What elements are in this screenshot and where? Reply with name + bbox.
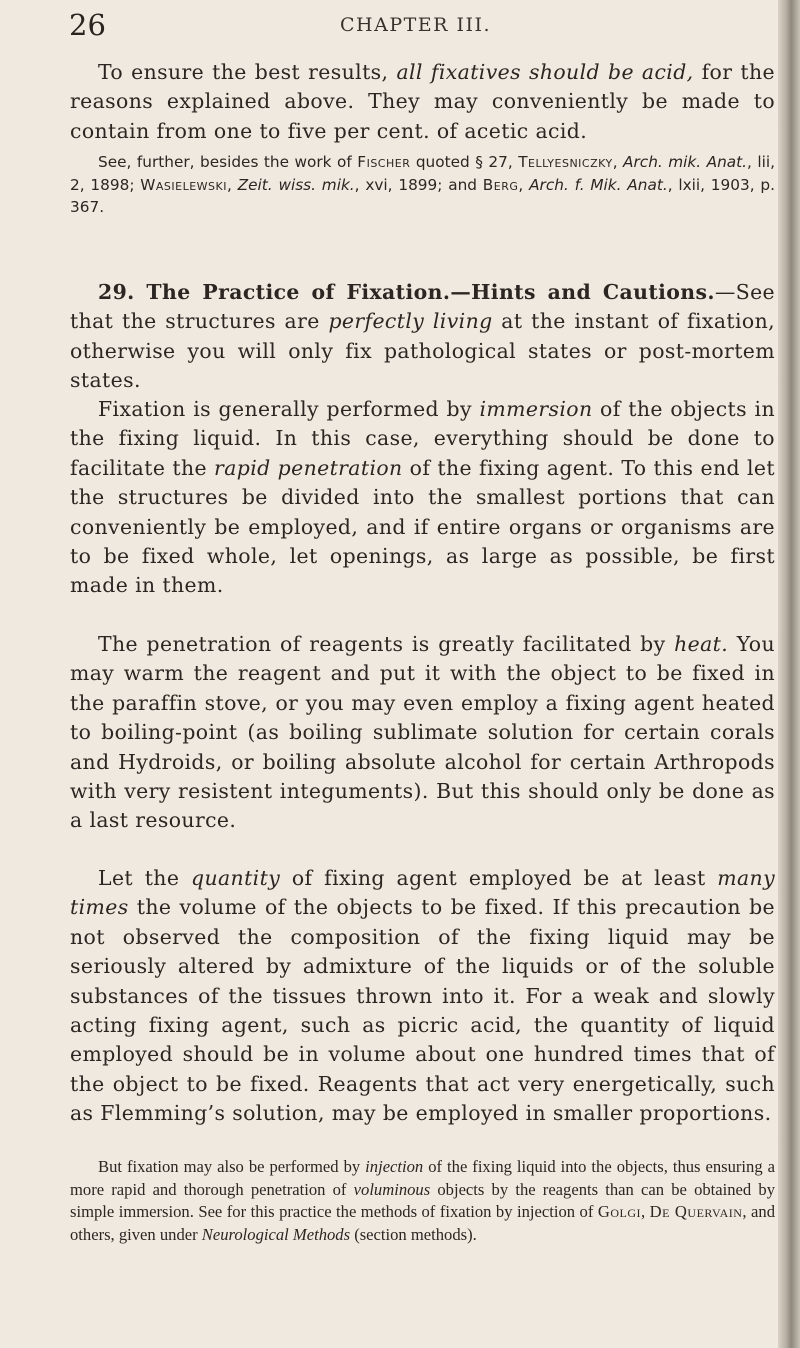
note2-text: of the fixing liquid into the objects, thus ensuring a more rapid and thorough penetration of (70, 1157, 775, 1199)
paragraph-heat (70, 630, 775, 836)
note-injection (70, 1156, 775, 1247)
para2-italic: rapid penetration (214, 455, 403, 480)
paragraph-quantity (70, 864, 775, 1129)
note2-text: objects by the reagents than can be obtained by simple immersion. See for this practice the methods of fixation by injection of (70, 1179, 775, 1222)
para2-italic: immersion (479, 397, 593, 421)
note2-text: , (641, 1202, 650, 1222)
note2-text: But fixation may also be performed by (98, 1157, 366, 1176)
para4-italic: many times (70, 866, 775, 920)
paragraph-acid-fixatives (70, 58, 775, 146)
section29-text: —See that the structures are (70, 280, 775, 334)
author-berg: Berg (482, 175, 519, 194)
note1-text: , xvi, 1899; and (354, 175, 483, 194)
para2-text: of the fixing agent. To this end let the structures be divided into the smallest portions that can conveniently be employed, and if entire organs or organisms are to be fixed whole, let openings, as large as possible, be first made in them. (70, 455, 775, 598)
note2-italic: Neurological Methods (201, 1225, 351, 1245)
para1-text-b: for the reasons explained above. They may conveniently be made to contain from one to five per cent. of acetic acid. (70, 60, 775, 143)
para4-text: of fixing agent employed be at least (280, 866, 718, 890)
section29-text: at the instant of fixation, otherwise you will only fix pathological states or post-mortem states. (70, 309, 775, 393)
para4-italic: quantity (191, 866, 281, 890)
note2-italic: voluminous (353, 1179, 431, 1199)
para4-text: the volume of the objects to be fixed. If this precaution be not observed the composition of the fixing liquid may be seriously altered by admixture of the liquids or of the soluble substances of the tissues thrown into it. For a weak and slowly acting fixing agent, such as picric acid, the quantity of liquid employed should be in volume about one hundred times that of the object to be fixed. Reagents that act very energetically, such as Flemming’s solution, may be employed in smaller proportions. (70, 895, 775, 1126)
note1-text: See, further, besides the work of (98, 153, 358, 171)
author-golgi: Golgi (597, 1202, 641, 1222)
page-number: 26 (69, 8, 106, 42)
author-wasielewski: Wasielewski (140, 175, 227, 194)
journal-arch-mik-anat: Arch. mik. Anat. (623, 153, 748, 171)
note1-text: , (518, 175, 530, 194)
section-29 (70, 278, 775, 396)
paragraph-immersion (70, 395, 775, 601)
note1-text: , (612, 153, 624, 171)
note1-text: , lxii, 1903, p. 367. (70, 175, 775, 217)
journal-arch-f-mik-anat: Arch. f. Mik. Anat. (529, 175, 668, 194)
section29-italic: perfectly living (328, 309, 493, 334)
section-heading: 29. The Practice of Fixation.—Hints and Cautions. (98, 280, 715, 304)
journal-zeit-wiss-mik: Zeit. wiss. mik. (237, 175, 355, 194)
author-fischer: Fischer (357, 153, 411, 171)
note2-italic: injection (365, 1157, 424, 1176)
running-head: CHAPTER III. (340, 14, 492, 36)
author-de-quervain: De Quervain (649, 1202, 743, 1222)
note2-text: (section methods). (350, 1225, 477, 1245)
note1-text: , lii, 2, 1898; (70, 153, 775, 194)
para3-text: You may warm the reagent and put it with the object to be fixed in the paraffin stove, or you may even employ a fixing agent heated to boiling-point (as boiling sublimate solution for certain corals and Hydroids, or boiling absolute alcohol for certain Arthropods with very resistent integuments). But this should only be done as a last resource. (70, 632, 775, 833)
note2-text: , and others, given under (70, 1202, 775, 1245)
para3-italic: heat. (674, 632, 729, 656)
note1-text: , (227, 175, 238, 194)
note-references (70, 151, 775, 219)
para1-italic: all fixatives should be acid, (396, 60, 694, 84)
para3-text: The penetration of reagents is greatly facilitated by (98, 632, 675, 656)
note1-text: quoted § 27, (410, 153, 519, 171)
para2-text: Fixation is generally performed by (98, 397, 480, 421)
para2-text: of the objects in the fixing liquid. In this case, everything should be done to facilitate the (70, 397, 775, 480)
para4-text: Let the (98, 866, 192, 890)
para1-text-a: To ensure the best results, (98, 60, 397, 84)
page-edge (778, 0, 800, 1348)
author-tellyesniczky: Tellyesniczky (518, 153, 613, 171)
